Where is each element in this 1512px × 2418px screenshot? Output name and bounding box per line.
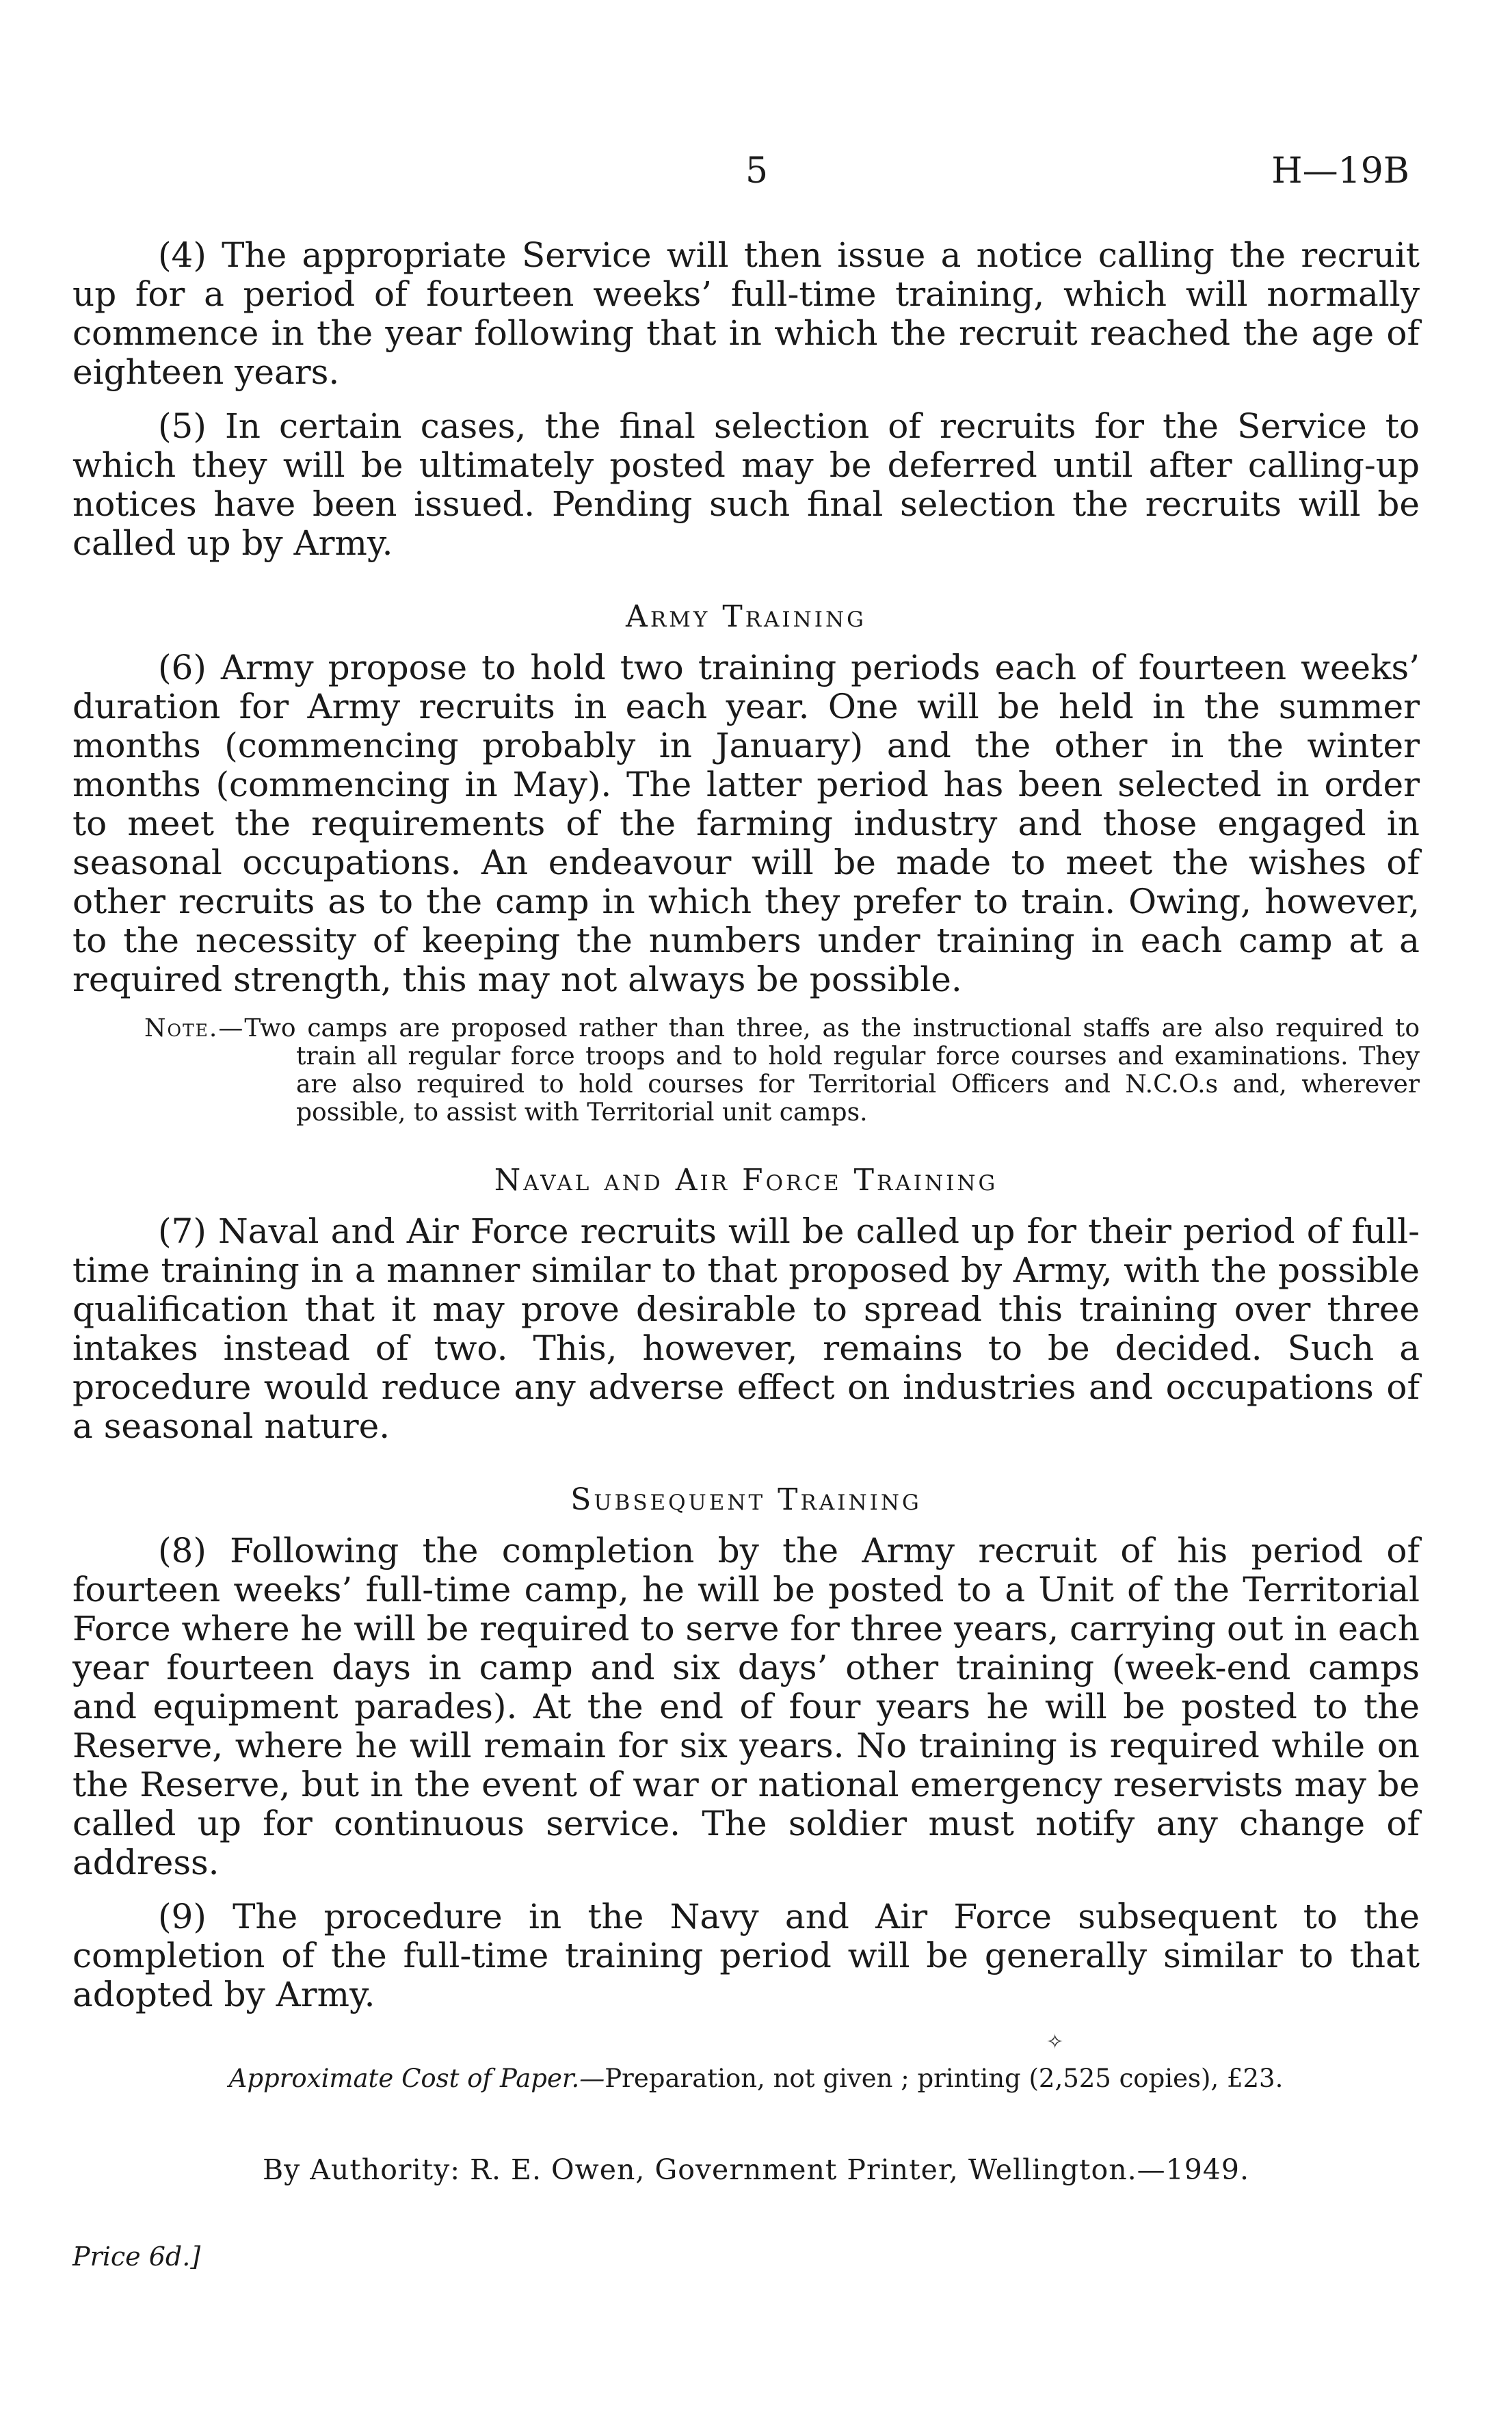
heading-subsequent-training: Subsequent Training xyxy=(570,1482,922,1517)
document-code: H—19B xyxy=(1271,150,1409,192)
note-text: Two camps are proposed rather than three, as the instructional staffs are also required to train all regular force troops and to hold regular force courses and examinations. They are also required to hold courses for Territorial Officers and N.C.O.s and, wherever possible, to assist with Territorial unit camps. xyxy=(244,1014,1420,1127)
page-number: 5 xyxy=(745,150,769,192)
cost-text: Preparation, not given ; printing (2,525 copies), £23. xyxy=(605,2064,1284,2093)
cost-of-paper xyxy=(0,2064,1512,2093)
price: Price 6d.] xyxy=(72,2242,201,2272)
paragraph-9: (9) The procedure in the Navy and Air Force subsequent to the completion of the full-time training period will be generally similar to that adopted by Army. xyxy=(72,1897,1420,2014)
paragraph-8: (8) Following the completion by the Army recruit of his period of fourteen weeks’ full-time camp, he will be posted to a Unit of the Territorial Force where he will be required to serve for three years, carrying out in each year fourteen days in camp and six days’ other training (week-end camps and equipment parades). At the end of four years he will be posted to the Reserve, where he will remain for six years. No training is required while on the Reserve, but in the event of war or national emergency reservists may be called up for continuous service. The soldier must notify any change of address. xyxy=(72,1531,1420,1882)
paragraph-7: (7) Naval and Air Force recruits will be called up for their period of full-time training in a manner similar to that proposed by Army, with the possible qualification that it may prove desirable to spread this training over three intakes instead of two. This, however, remains to be decided. Such a procedure would reduce any adverse effect on industries and occupations of a seasonal nature. xyxy=(72,1211,1420,1446)
printer-mark-icon: ✧ xyxy=(1046,2030,1064,2054)
paragraph-4: (4) The appropriate Service will then issue a notice calling the recruit up for a period of fourteen weeks’ full-time training, which will normally commence in the year following that in which the recruit reached the age of eighteen years. xyxy=(72,235,1420,392)
paragraph-6: (6) Army propose to hold two training periods each of fourteen weeks’ duration for Army recruits in each year. One will be held in the summer months (commencing probably in January) and the other in the winter months (commencing in May). The latter period has been selected in order to meet the requirements of the farming industry and those engaged in seasonal occupations. An endeavour will be made to meet the wishes of other recruits as to the camp in which they prefer to train. Owing, however, to the necessity of keeping the numbers under training in each camp at a required strength, this may not always be possible. xyxy=(72,648,1420,999)
body-text xyxy=(72,236,1420,2029)
paragraph-5: (5) In certain cases, the final selection of recruits for the Service to which they will be ultimately posted may be deferred until after calling-up notices have been issued. Pending such final selection the recruits will be called up by Army. xyxy=(72,406,1420,563)
note xyxy=(72,1014,1420,1127)
heading-naval-air-training: Naval and Air Force Training xyxy=(494,1163,998,1198)
heading-army-training: Army Training xyxy=(626,599,866,634)
note-label: Note.— xyxy=(144,1014,245,1042)
authority-line: By Authority: R. E. Owen, Government Printer, Wellington.—1949. xyxy=(262,2153,1250,2186)
page-header xyxy=(0,150,1512,205)
cost-label: Approximate Cost of Paper.— xyxy=(228,2064,605,2093)
